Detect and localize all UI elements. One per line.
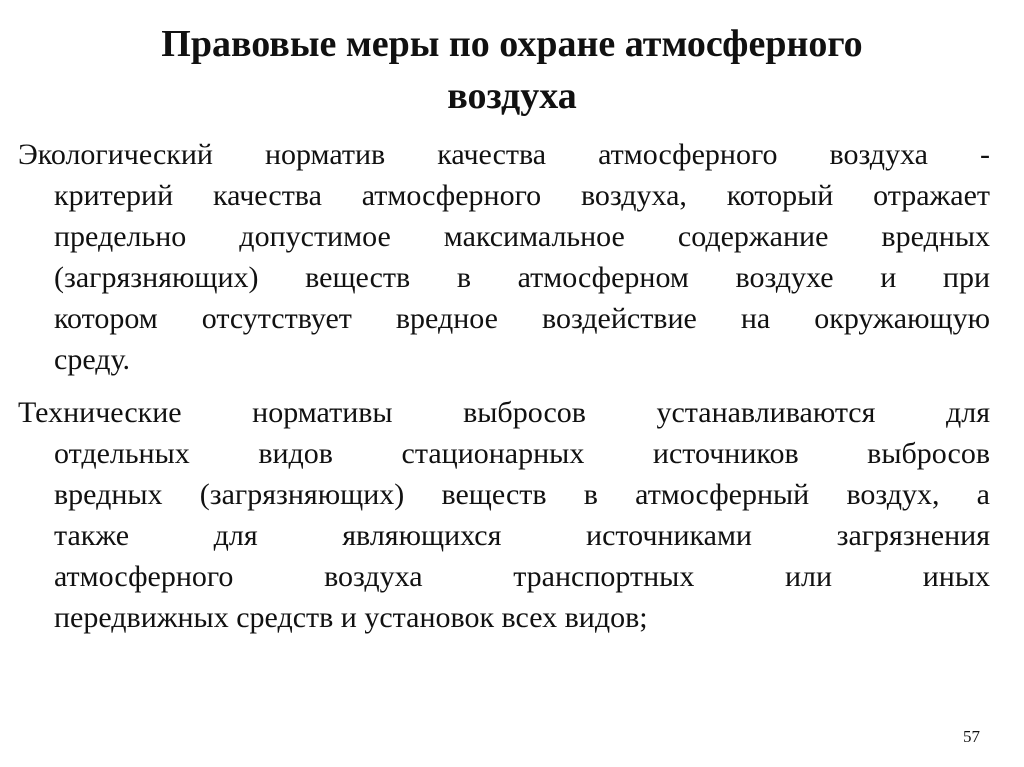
slide-title [40, 18, 984, 122]
paragraph-line: передвижных средств и установок всех видов; [54, 601, 648, 634]
slide-title-line-2: воздуха [447, 75, 577, 117]
paragraph-air-quality-standard [18, 134, 990, 380]
paragraph-line: среду. [54, 343, 130, 376]
paragraph-line: котором отсутствует вредное воздействие на окружающую [54, 302, 990, 335]
paragraph-line: (загрязняющих) веществ в атмосферном воздухе и при [54, 261, 990, 294]
paragraph-line: Экологический норматив качества атмосферного воздуха - [18, 138, 990, 171]
paragraph-technical-emission-standards [18, 392, 990, 638]
paragraph-line: критерий качества атмосферного воздуха, который отражает [54, 179, 990, 212]
paragraph-line: также для являющихся источниками загрязнения [54, 519, 990, 552]
paragraph-line: Технические нормативы выбросов устанавливаются для [18, 396, 990, 429]
paragraph-line: отдельных видов стационарных источников выбросов [54, 437, 990, 470]
paragraph-line: вредных (загрязняющих) веществ в атмосферный воздух, а [54, 478, 990, 511]
paragraph-line: предельно допустимое максимальное содержание вредных [54, 220, 990, 253]
page-number: 57 [963, 727, 980, 746]
slide-title-line-1: Правовые меры по охране атмосферного [161, 23, 863, 65]
paragraph-line: атмосферного воздуха транспортных или иных [54, 560, 990, 593]
